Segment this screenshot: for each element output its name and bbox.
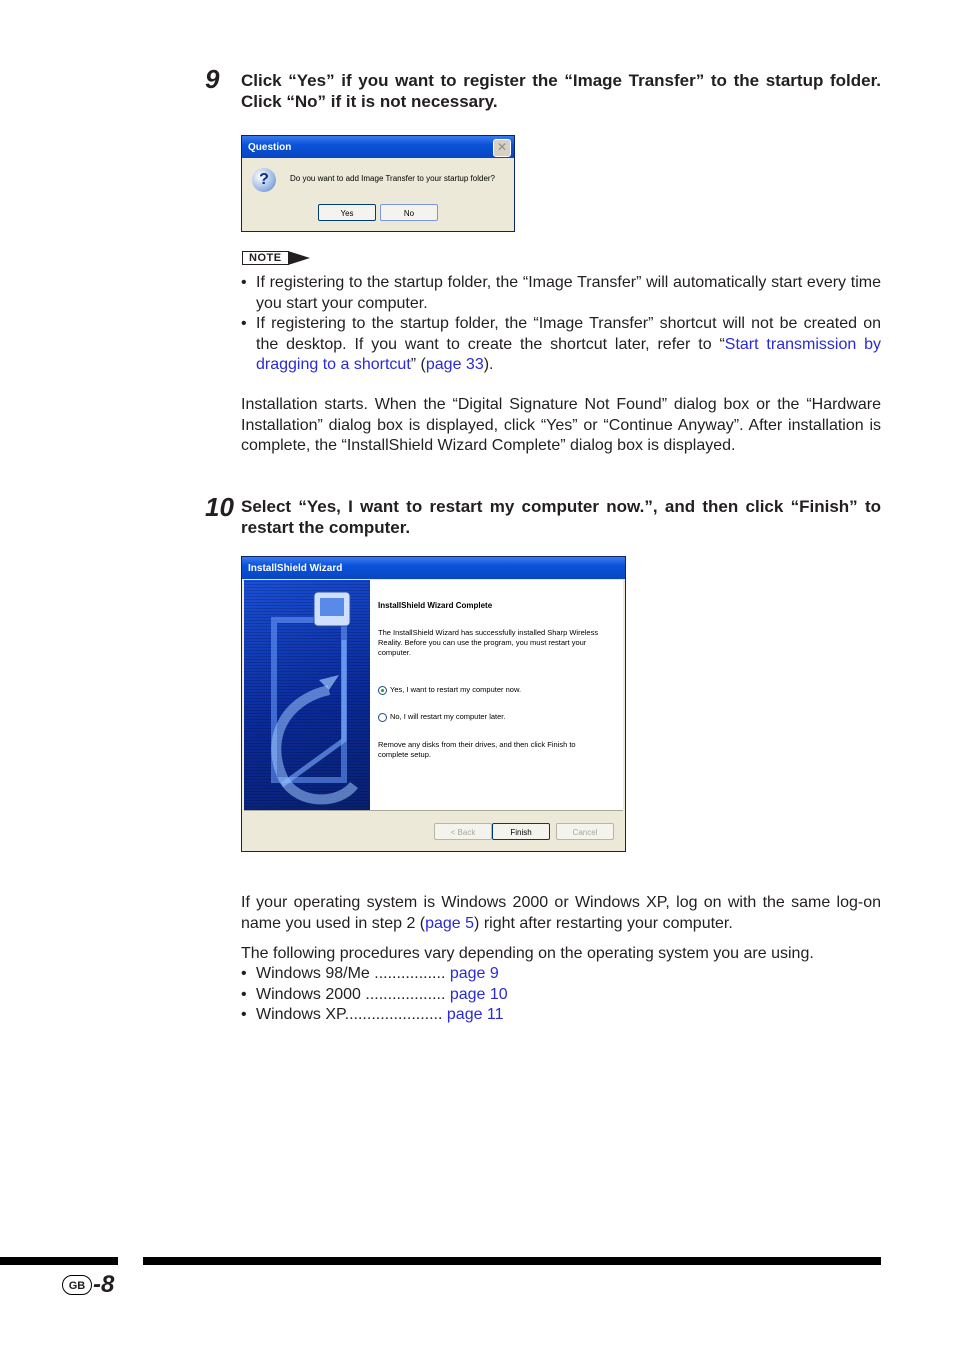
note-tag <box>242 251 310 265</box>
question-dialog <box>241 135 515 232</box>
question-dialog-title: Question <box>248 141 292 153</box>
os-name: Windows 98/Me <box>256 965 375 982</box>
page-5-link[interactable]: page 5 <box>425 914 475 932</box>
page-number-label <box>62 1273 114 1297</box>
step-9-instruction: Click “Yes” if you want to register the “Image Transfer” to the startup folder. Click “No” if it is not necessary. <box>241 71 881 111</box>
step-10-instruction: Select “Yes, I want to restart my computer now.”, and then click “Finish” to restart the computer. <box>241 497 881 537</box>
yes-button[interactable]: Yes <box>318 204 376 221</box>
os-index-item <box>241 1005 881 1026</box>
remove-disks-text: Remove any disks from their drives, and then click Finish to complete setup. <box>378 740 576 759</box>
region-badge: GB <box>62 1275 92 1295</box>
note-bullet-2-mid: ” ( <box>410 356 426 373</box>
note-label: NOTE <box>242 251 289 265</box>
wizard-body: The InstallShield Wizard has successfully installed Sharp Wireless Reality. Before you can use the program, you must restart your computer. <box>378 628 599 657</box>
installshield-titlebar <box>242 557 625 579</box>
procedures-paragraph: The following procedures vary depending on the operating system you are using. <box>241 945 814 962</box>
close-icon[interactable]: ✕ <box>493 139 511 157</box>
page-33-link[interactable]: page 33 <box>425 356 484 373</box>
page-11-link[interactable]: page 11 <box>446 1006 504 1023</box>
page-9-link[interactable]: page 9 <box>449 965 499 982</box>
footer-bar-left <box>0 1257 118 1265</box>
note-bullets <box>241 273 881 376</box>
question-message: Do you want to add Image Transfer to your startup folder? <box>290 174 495 183</box>
footer-bar-right <box>143 1257 881 1265</box>
note-bullet-1: • If registering to the startup folder, the “Image Transfer” will automatically start every time you start your computer. <box>241 273 881 314</box>
step-10-number: 10 <box>205 492 234 522</box>
no-button[interactable]: No <box>380 204 438 221</box>
page-10-link[interactable]: page 10 <box>449 985 508 1003</box>
question-icon: ? <box>252 168 276 192</box>
step-9-number: 9 <box>205 64 220 94</box>
option-restart-now-label: Yes, I want to restart my computer now. <box>390 685 522 694</box>
wizard-button-bar <box>244 810 623 851</box>
os-index-list <box>241 964 881 1026</box>
os-index-item <box>241 985 881 1006</box>
note-bullet-2-pre: If registering to the startup folder, the “Image Transfer” shortcut will not be created on the desktop. If you want to create the shortcut later, refer to “ <box>256 315 881 353</box>
back-button[interactable]: < Back <box>434 823 492 840</box>
installshield-title: InstallShield Wizard <box>248 562 343 574</box>
page-number: -8 <box>93 1271 115 1298</box>
logon-paragraph <box>241 893 881 934</box>
os-name: Windows 2000 <box>256 985 366 1003</box>
finish-button[interactable]: Finish <box>492 823 550 840</box>
os-name: Windows XP <box>256 1006 345 1023</box>
os-index-item <box>241 964 881 985</box>
wizard-side-graphic <box>244 580 370 810</box>
leader-dots: ...................... <box>344 1006 443 1023</box>
radio-restart-later[interactable] <box>378 713 387 722</box>
wizard-content <box>370 580 623 810</box>
note-arrow-icon <box>288 251 310 265</box>
installation-paragraph: Installation starts. When the “Digital Signature Not Found” dialog box or the “Hardware Installation” dialog box is displayed, click “Yes” or “Continue Anyway”. After installation is complete, the “InstallShield Wizard Complete” dialog box is displayed. <box>241 396 881 454</box>
shortcut-transmission-link[interactable]: Start transmission by dragging to a shortcut <box>256 335 881 373</box>
logon-post: ) right after restarting your computer. <box>474 914 733 932</box>
wizard-graphic-icon <box>244 580 370 810</box>
cancel-button[interactable]: Cancel <box>556 823 614 840</box>
note-bullet-2 <box>241 314 881 376</box>
wizard-heading: InstallShield Wizard Complete <box>378 601 493 610</box>
leader-dots: ................ <box>374 965 446 982</box>
logon-pre: If your operating system is Windows 2000 or Windows XP, log on with the same log-on name you used in step 2 ( <box>241 894 881 932</box>
radio-restart-now[interactable] <box>378 686 387 695</box>
installshield-dialog <box>241 556 626 852</box>
note-bullet-2-end: ). <box>483 356 494 373</box>
option-restart-later-label: No, I will restart my computer later. <box>390 712 506 721</box>
leader-dots: .................. <box>365 985 446 1003</box>
question-dialog-titlebar <box>242 136 514 158</box>
